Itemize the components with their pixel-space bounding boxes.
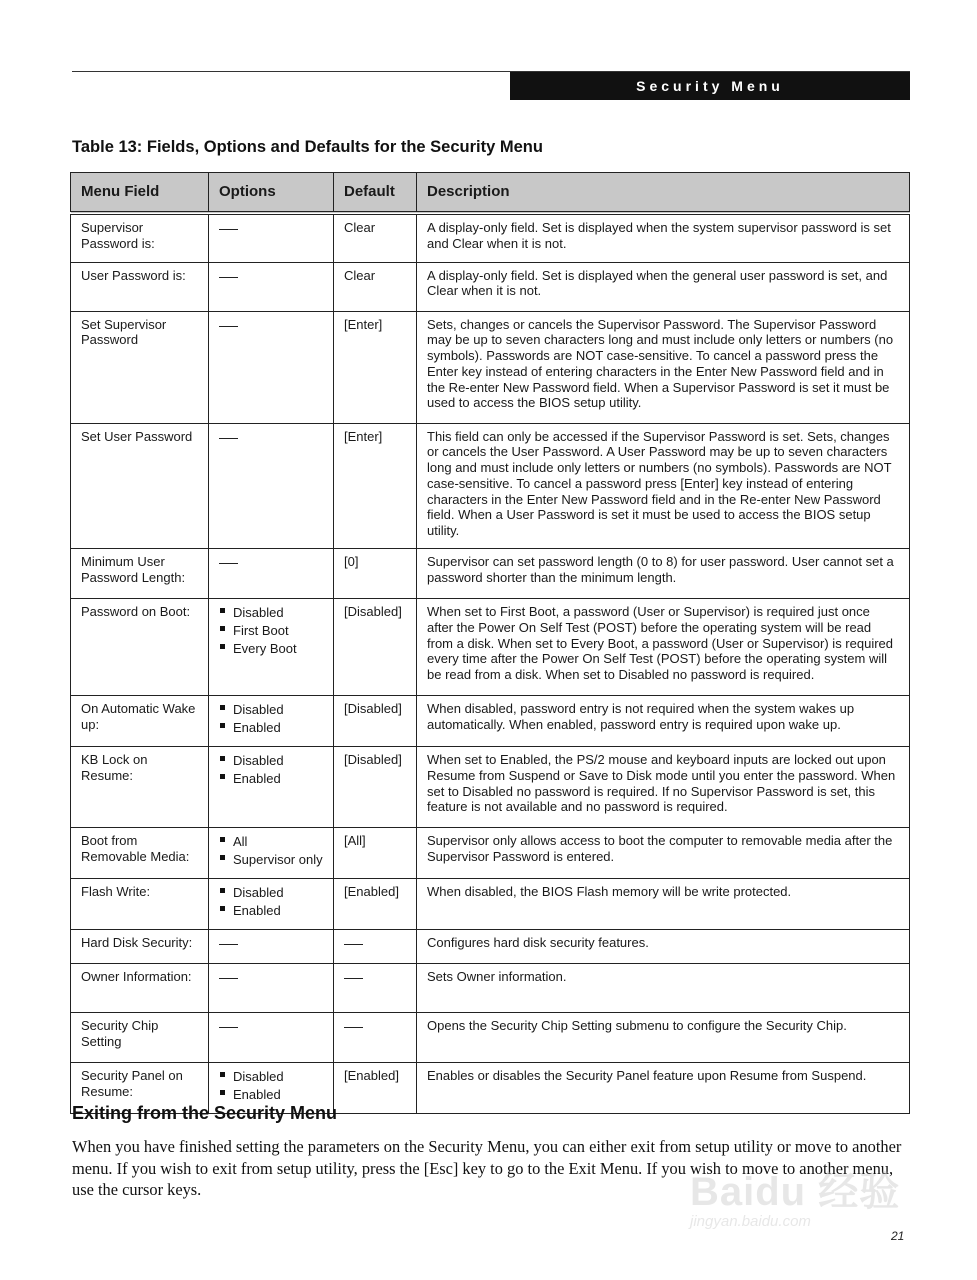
cell-options [209,879,334,930]
column-header-default: Default [334,173,417,214]
cell-default: [All] [334,828,417,879]
table-title: Table 13: Fields, Options and Defaults for the Security Menu [72,138,543,156]
cell-menu-field: Boot from Removable Media: [71,828,209,879]
table-row [71,964,910,1013]
cell-default [334,930,417,964]
cell-menu-field: Supervisor Password is: [71,213,209,262]
option-item: First Boot [219,622,323,640]
cell-default [334,964,417,1013]
dash-placeholder [344,978,363,979]
dash-placeholder [219,326,238,327]
cell-options [209,696,334,747]
table-row [71,423,910,549]
cell-menu-field: Minimum User Password Length: [71,549,209,599]
options-list [219,1068,323,1104]
table-row [71,879,910,930]
options-list [219,752,323,788]
table-row [71,828,910,879]
options-list [219,884,323,920]
cell-default: [Disabled] [334,747,417,828]
cell-description: A display-only field. Set is displayed when the general user password is set, and Clear when it is not. [417,262,910,311]
option-item: Disabled [219,1068,323,1086]
dash-placeholder [344,1027,363,1028]
options-list [219,701,323,737]
table-header-row [71,173,910,214]
option-item: Disabled [219,604,323,622]
cell-description: When disabled, password entry is not required when the system wakes up automatically. When enabled, password entry is required upon wake up. [417,696,910,747]
dash-placeholder [219,277,238,278]
cell-options [209,213,334,262]
cell-default: [0] [334,549,417,599]
option-item: Enabled [219,770,323,788]
cell-menu-field: Security Chip Setting [71,1013,209,1063]
option-item: Enabled [219,719,323,737]
option-item: Supervisor only [219,851,323,869]
dash-placeholder [219,563,238,564]
cell-description: Configures hard disk security features. [417,930,910,964]
dash-placeholder [219,1027,238,1028]
dash-placeholder [219,229,238,230]
cell-default: Clear [334,213,417,262]
cell-default: Clear [334,262,417,311]
option-item: Every Boot [219,640,323,658]
table-row [71,1013,910,1063]
cell-options [209,1013,334,1063]
cell-description: When set to Enabled, the PS/2 mouse and keyboard inputs are locked out upon Resume from Suspend or Save to Disk mode until you enter the password. When set to Disabled no password is required. If no Supervisor Password is set, this feature is not available and no password is required. [417,747,910,828]
section-header-title: Security Menu [636,78,784,94]
cell-description: A display-only field. Set is displayed when the system supervisor password is set and Clear when it is not. [417,213,910,262]
options-list [219,604,323,658]
dash-placeholder [344,944,363,945]
cell-options [209,930,334,964]
table-row [71,747,910,828]
table-row [71,549,910,599]
cell-options [209,599,334,696]
table-row [71,311,910,423]
cell-menu-field: KB Lock on Resume: [71,747,209,828]
section-header-bar [510,72,910,100]
option-item: Enabled [219,902,323,920]
table-row [71,599,910,696]
cell-menu-field: User Password is: [71,262,209,311]
cell-menu-field: On Automatic Wake up: [71,696,209,747]
security-menu-table [70,172,910,1114]
column-header-options: Options [209,173,334,214]
cell-menu-field: Password on Boot: [71,599,209,696]
cell-description: Sets Owner information. [417,964,910,1013]
options-list [219,833,323,869]
page-number: 21 [891,1229,905,1243]
option-item: Disabled [219,701,323,719]
cell-description: Supervisor can set password length (0 to 8) for user password. User cannot set a password shorter than the minimum length. [417,549,910,599]
cell-description: Sets, changes or cancels the Supervisor Password. The Supervisor Password may be up to seven characters long and must include only letters or numbers (no symbols). Passwords are NOT case-sensitive. To cancel a password press the Enter key instead of entering characters in the Enter New Password field and in the Re-enter New Password field. When a Supervisor Password is set it must be used to access the BIOS setup utility. [417,311,910,423]
table-row [71,213,910,262]
cell-options [209,549,334,599]
cell-default: [Enabled] [334,1063,417,1114]
cell-description: When set to First Boot, a password (User or Supervisor) is required just once after the Power On Self Test (POST) before the operating system will be read from a disk. When set to Every Boot, a password (User or Supervisor) is required every time after the Power On Self Test (POST) before the operating system will be read from a disk. When set to Disabled no password is required. [417,599,910,696]
cell-menu-field: Flash Write: [71,879,209,930]
cell-default: [Enter] [334,311,417,423]
cell-menu-field: Set User Password [71,423,209,549]
cell-description: Opens the Security Chip Setting submenu to configure the Security Chip. [417,1013,910,1063]
cell-description: Enables or disables the Security Panel feature upon Resume from Suspend. [417,1063,910,1114]
cell-description: This field can only be accessed if the Supervisor Password is set. Sets, changes or cancels the User Password. A User Password may be up to seven characters long and must include only letters or numbers (no symbols). Passwords are NOT case-sensitive. To cancel a password press [Enter] key instead of entering characters in the Enter New Password field and in the Re-enter New Password field. When a User Password is set it must be used to access the BIOS setup utility. [417,423,910,549]
cell-options [209,311,334,423]
option-item: Disabled [219,752,323,770]
cell-menu-field: Set Supervisor Password [71,311,209,423]
table-row [71,696,910,747]
table-body [71,213,910,1114]
cell-options [209,262,334,311]
option-item: All [219,833,323,851]
cell-default: [Disabled] [334,696,417,747]
cell-menu-field: Hard Disk Security: [71,930,209,964]
cell-options [209,423,334,549]
dash-placeholder [219,438,238,439]
option-item: Enabled [219,1086,323,1104]
column-header-menu-field: Menu Field [71,173,209,214]
table-row [71,262,910,311]
watermark-logo: Baidu 经验 [690,1170,901,1214]
dash-placeholder [219,978,238,979]
cell-description: Supervisor only allows access to boot the computer to removable media after the Supervisor Password is entered. [417,828,910,879]
dash-placeholder [219,944,238,945]
cell-description: When disabled, the BIOS Flash memory will be write protected. [417,879,910,930]
cell-options [209,747,334,828]
column-header-description: Description [417,173,910,214]
section-heading: Exiting from the Security Menu [72,1103,338,1123]
cell-default: [Enabled] [334,879,417,930]
cell-options [209,964,334,1013]
baidu-watermark [690,1160,910,1240]
cell-menu-field: Owner Information: [71,964,209,1013]
cell-default: [Enter] [334,423,417,549]
table-row [71,930,910,964]
cell-options [209,828,334,879]
watermark-url: jingyan.baidu.com [690,1213,811,1230]
cell-menu-field: Security Panel on Resume: [71,1063,209,1114]
option-item: Disabled [219,884,323,902]
body-paragraph: When you have finished setting the parameters on the Security Menu, you can either exit from setup utility or move to another menu. If you wish to exit from setup utility, press the [Esc] key to go to the Exit Menu. If you wish to move to another menu, use the cursor keys. [72,1137,902,1200]
cell-default: [Disabled] [334,599,417,696]
cell-default [334,1013,417,1063]
